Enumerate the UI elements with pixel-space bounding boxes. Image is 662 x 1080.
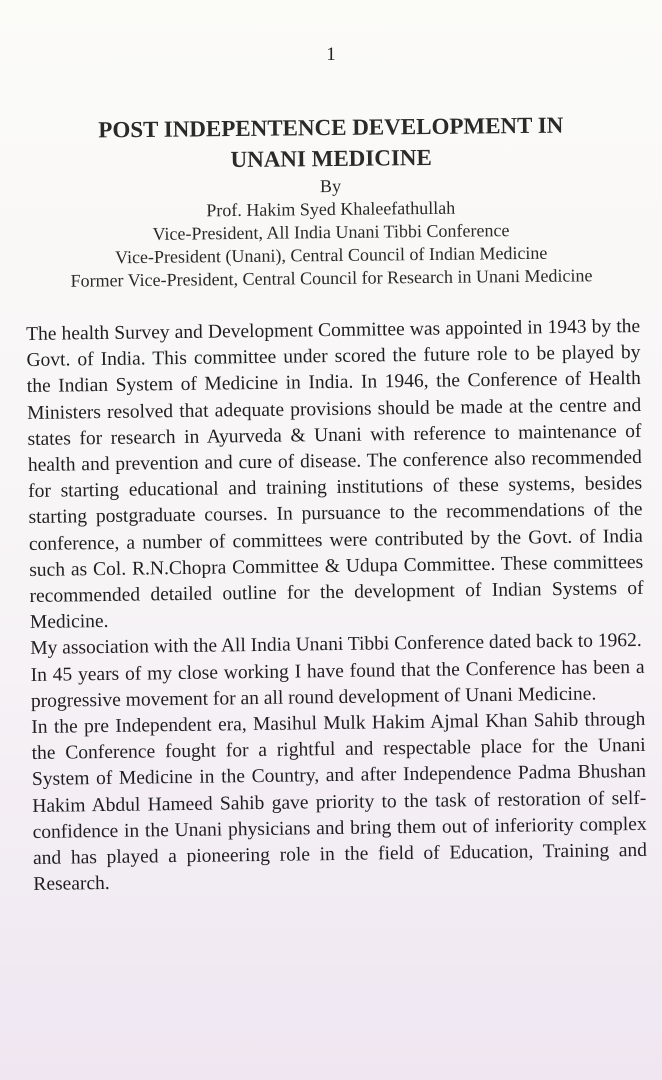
article-body — [26, 314, 647, 898]
paragraph-1: The health Survey and Development Committee was appointed in 1943 by the Govt. of India. This committee under scored the future role to be played by the Indian System of Medicine in India. In 1946, the Conference of Health Ministers resolved that adequate provisions should be made at the centre and states for research in Ayurveda & Unani with reference to maintenance of health and prevention and cure of disease. The conference also recommended for starting educational and training institutions of these systems, besides starting postgraduate courses. In pursuance to the recommendations of the conference, a number of committees were contributed by the Govt. of India such as Col. R.N.Chopra Committee & Udupa Committee. These committees recommended detailed outline for the development of Indian Systems of Medicine. — [26, 315, 644, 634]
title-line-1: POST INDEPENTENCE DEVELOPMENT IN — [98, 112, 564, 143]
affiliation-1: Vice-President, All India Unani Tibbi Conference — [152, 220, 510, 244]
paragraph-2: My association with the All India Unani Tibbi Conference dated back to 1962. — [30, 630, 642, 660]
paragraph-4: In the pre Independent era, Masihul Mulk Hakim Ajmal Khan Sahib through the Conference fought for a rightful and respectable place for the Unani System of Medicine in the Country, and after Independence Padma Bhushan Hakim Abdul Hameed Sahib gave priority to the task of restoration of self-confidence in the Unani physicians and bring them out of inferiority complex and has played a pioneering role in the field of Education, Training and Research. — [31, 708, 648, 896]
page-title — [30, 109, 633, 177]
affiliation-3: Former Vice-President, Central Council for Research in Unani Medicine — [70, 265, 593, 291]
paragraph-3: In 45 years of my close working I have found that the Conference has been a progressive movement for an all round development of Unani Medicine. — [30, 656, 645, 712]
author-name: Prof. Hakim Syed Khaleefathullah — [206, 197, 456, 221]
title-line-2: UNANI MEDICINE — [230, 144, 432, 173]
affiliation-2: Vice-President (Unani), Central Council of Indian Medicine — [114, 242, 548, 268]
page-number: 1 — [326, 44, 336, 65]
by-label: By — [319, 175, 342, 197]
author-byline — [19, 172, 642, 294]
